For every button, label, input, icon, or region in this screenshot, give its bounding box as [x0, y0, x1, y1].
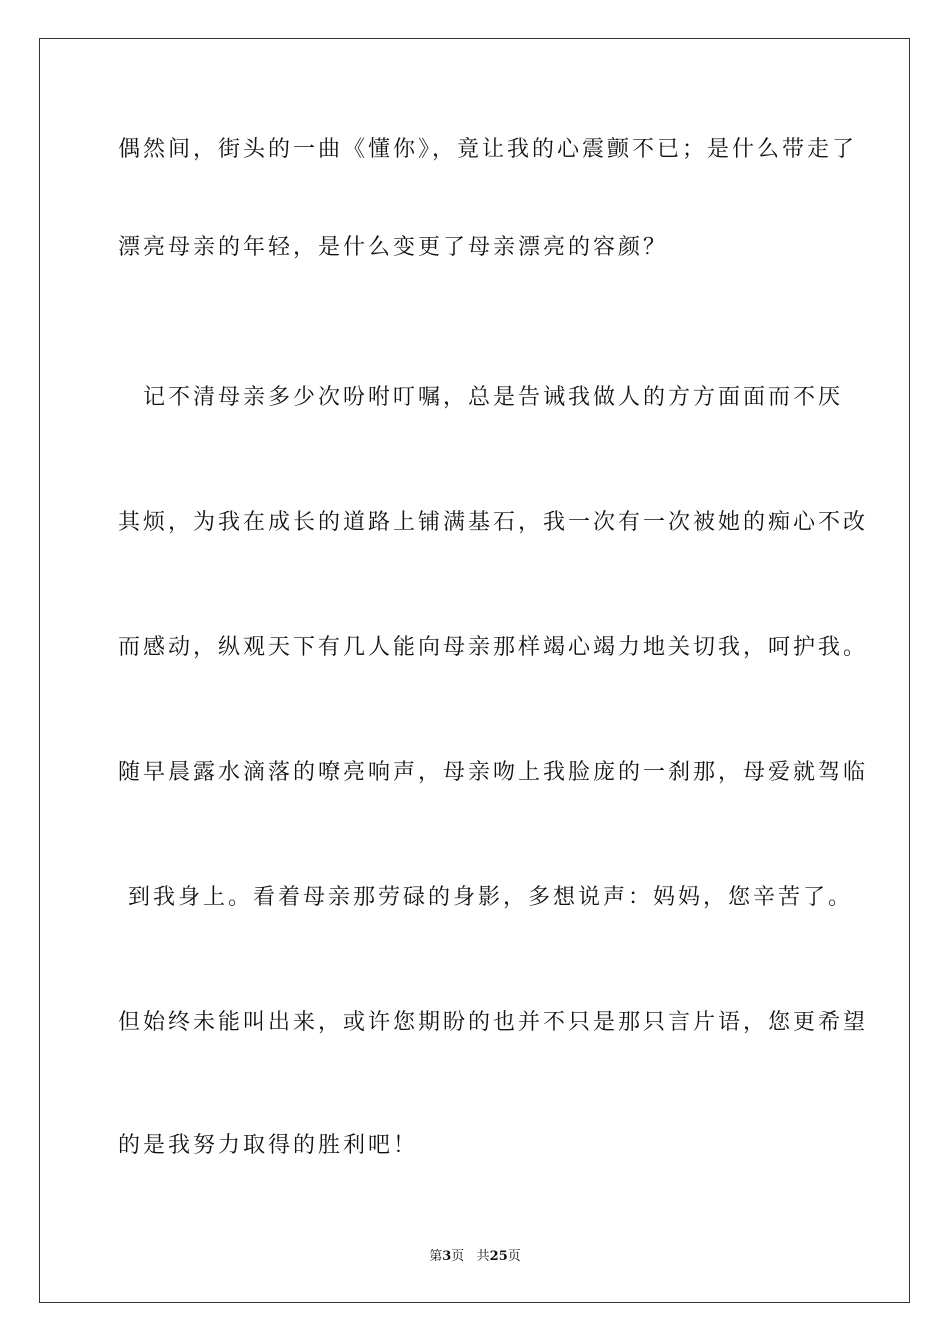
text-line-7: 到我身上。看着母亲那劳碌的身影，多想说声：妈妈，您辛苦了。: [128, 885, 854, 910]
text-line-1: 偶然间，街头的一曲《懂你》，竟让我的心震颤不已；是什么带走了: [118, 137, 858, 162]
current-page-number: 3: [442, 1249, 452, 1264]
text-line-3: 记不清母亲多少次吩咐叮嘱，总是告诫我做人的方方面面而不厌: [118, 385, 844, 410]
total-pages-number: 25: [489, 1249, 508, 1264]
page-frame: [39, 38, 910, 1303]
text-line-5: 而感动，纵观天下有几人能向母亲那样竭心竭力地关切我，呵护我。: [118, 635, 869, 660]
footer-page-suffix: 页 共: [451, 1249, 490, 1264]
text-line-4: 其烦，为我在成长的道路上铺满基石，我一次有一次被她的痴心不改: [118, 510, 869, 535]
text-line-2: 漂亮母亲的年轻，是什么变更了母亲漂亮的容颜？: [118, 235, 669, 260]
page-footer: [0, 1248, 950, 1266]
text-line-6: 随早晨露水滴落的嘹亮响声，母亲吻上我脸庞的一刹那，母爱就驾临: [118, 760, 869, 785]
footer-total-suffix: 页: [507, 1249, 521, 1264]
footer-prefix: 第: [429, 1249, 443, 1264]
text-line-8: 但始终未能叫出来，或许您期盼的也并不只是那只言片语，您更希望: [118, 1010, 869, 1035]
text-line-9: 的是我努力取得的胜利吧！: [118, 1133, 419, 1158]
